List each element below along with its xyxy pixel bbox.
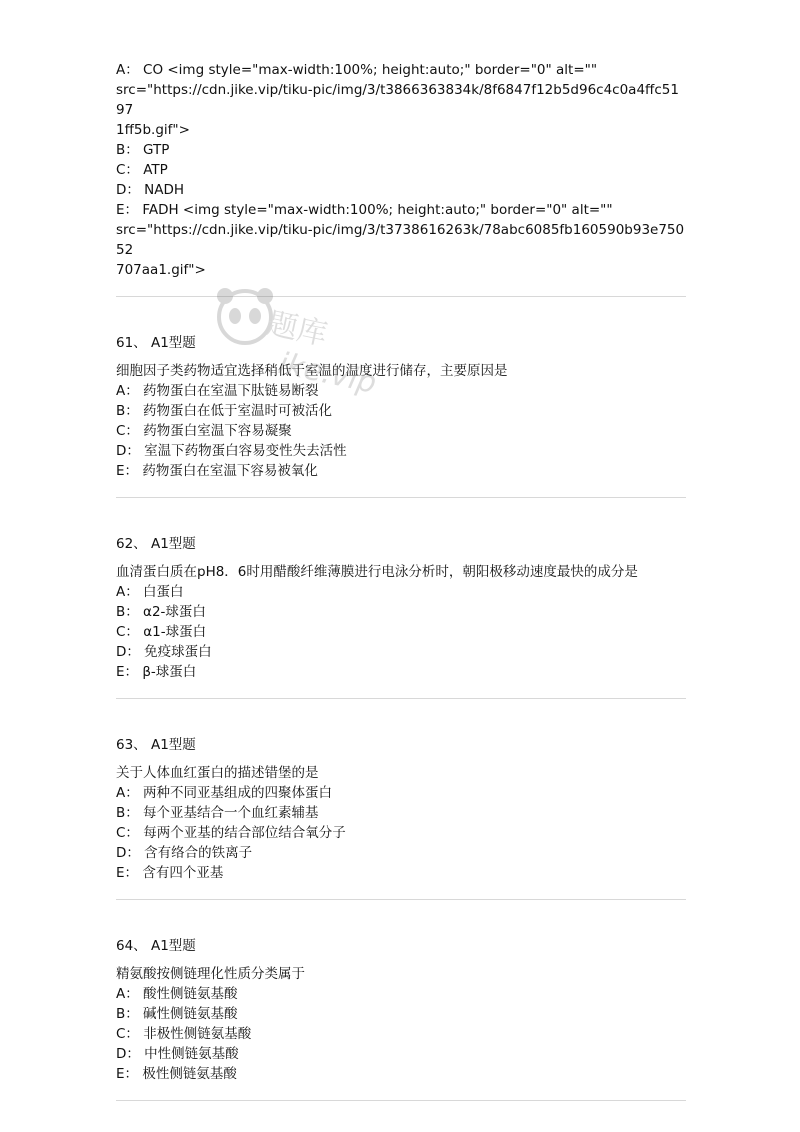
divider xyxy=(116,296,686,297)
divider xyxy=(116,698,686,699)
option-line: C： α1-球蛋白 xyxy=(116,624,207,640)
option-line: E： 极性侧链氨基酸 xyxy=(116,1066,237,1082)
option-line: C： 非极性侧链氨基酸 xyxy=(116,1026,252,1042)
option-line: B： 每个亚基结合一个血红素辅基 xyxy=(116,805,319,821)
question-stem: 精氨酸按侧链理化性质分类属于 xyxy=(116,966,305,982)
option-line: src="https://cdn.jike.vip/tiku-pic/img/3/t3866363834k/8f6847f12b5d96c4c0a4ffc5197 xyxy=(116,82,679,118)
question-stem: 关于人体血红蛋白的描述错堡的是 xyxy=(116,765,319,781)
option-line: E： FADH <img style="max-width:100%; height:auto;" border="0" alt="" xyxy=(116,202,613,218)
question-61 xyxy=(116,333,686,481)
option-line: E： β-球蛋白 xyxy=(116,664,197,680)
option-line: D： 室温下药物蛋白容易变性失去活性 xyxy=(116,443,347,459)
document-page xyxy=(116,60,686,1101)
option-line: A： 药物蛋白在室温下肽链易断裂 xyxy=(116,383,319,399)
option-line: A： 白蛋白 xyxy=(116,584,184,600)
divider xyxy=(116,1100,686,1101)
option-line: src="https://cdn.jike.vip/tiku-pic/img/3/t3738616263k/78abc6085fb160590b93e75052 xyxy=(116,222,685,258)
question-64 xyxy=(116,936,686,1084)
question-header: 64、 A1型题 xyxy=(116,938,196,954)
option-line: A： 两种不同亚基组成的四聚体蛋白 xyxy=(116,785,333,801)
option-line: C： 每两个亚基的结合部位结合氧分子 xyxy=(116,825,346,841)
question-stem: 细胞因子类药物适宜选择稍低于室温的温度进行储存，主要原因是 xyxy=(116,363,508,379)
option-line: 707aa1.gif"> xyxy=(116,262,206,278)
question-63 xyxy=(116,735,686,883)
option-line: E： 含有四个亚基 xyxy=(116,865,224,881)
option-line: D： 中性侧链氨基酸 xyxy=(116,1046,239,1062)
option-line: D： 含有络合的铁离子 xyxy=(116,845,253,861)
question-62 xyxy=(116,534,686,682)
previous-question-options xyxy=(116,60,686,280)
option-line: C： 药物蛋白室温下容易凝聚 xyxy=(116,423,292,439)
option-line: B： 药物蛋白在低于室温时可被活化 xyxy=(116,403,333,419)
option-line: B： 碱性侧链氨基酸 xyxy=(116,1006,238,1022)
question-header: 62、 A1型题 xyxy=(116,536,196,552)
divider xyxy=(116,899,686,900)
option-line: A： CO <img style="max-width:100%; height:auto;" border="0" alt="" xyxy=(116,62,598,78)
watermark-text: ike.vip xyxy=(275,346,380,401)
option-line: D： 免疫球蛋白 xyxy=(116,644,212,660)
option-line: 1ff5b.gif"> xyxy=(116,122,190,138)
option-line: D： NADH xyxy=(116,182,185,198)
divider xyxy=(116,497,686,498)
watermark-text: 题库 xyxy=(264,306,331,353)
option-line: B： GTP xyxy=(116,142,170,158)
option-line: B： α2-球蛋白 xyxy=(116,604,206,620)
option-line: C： ATP xyxy=(116,162,168,178)
option-line: E： 药物蛋白在室温下容易被氧化 xyxy=(116,463,318,479)
question-stem: 血清蛋白质在pH8．6时用醋酸纤维薄膜进行电泳分析时，朝阳极移动速度最快的成分是 xyxy=(116,564,638,580)
option-line: A： 酸性侧链氨基酸 xyxy=(116,986,238,1002)
question-header: 63、 A1型题 xyxy=(116,737,196,753)
question-header: 61、 A1型题 xyxy=(116,335,196,351)
